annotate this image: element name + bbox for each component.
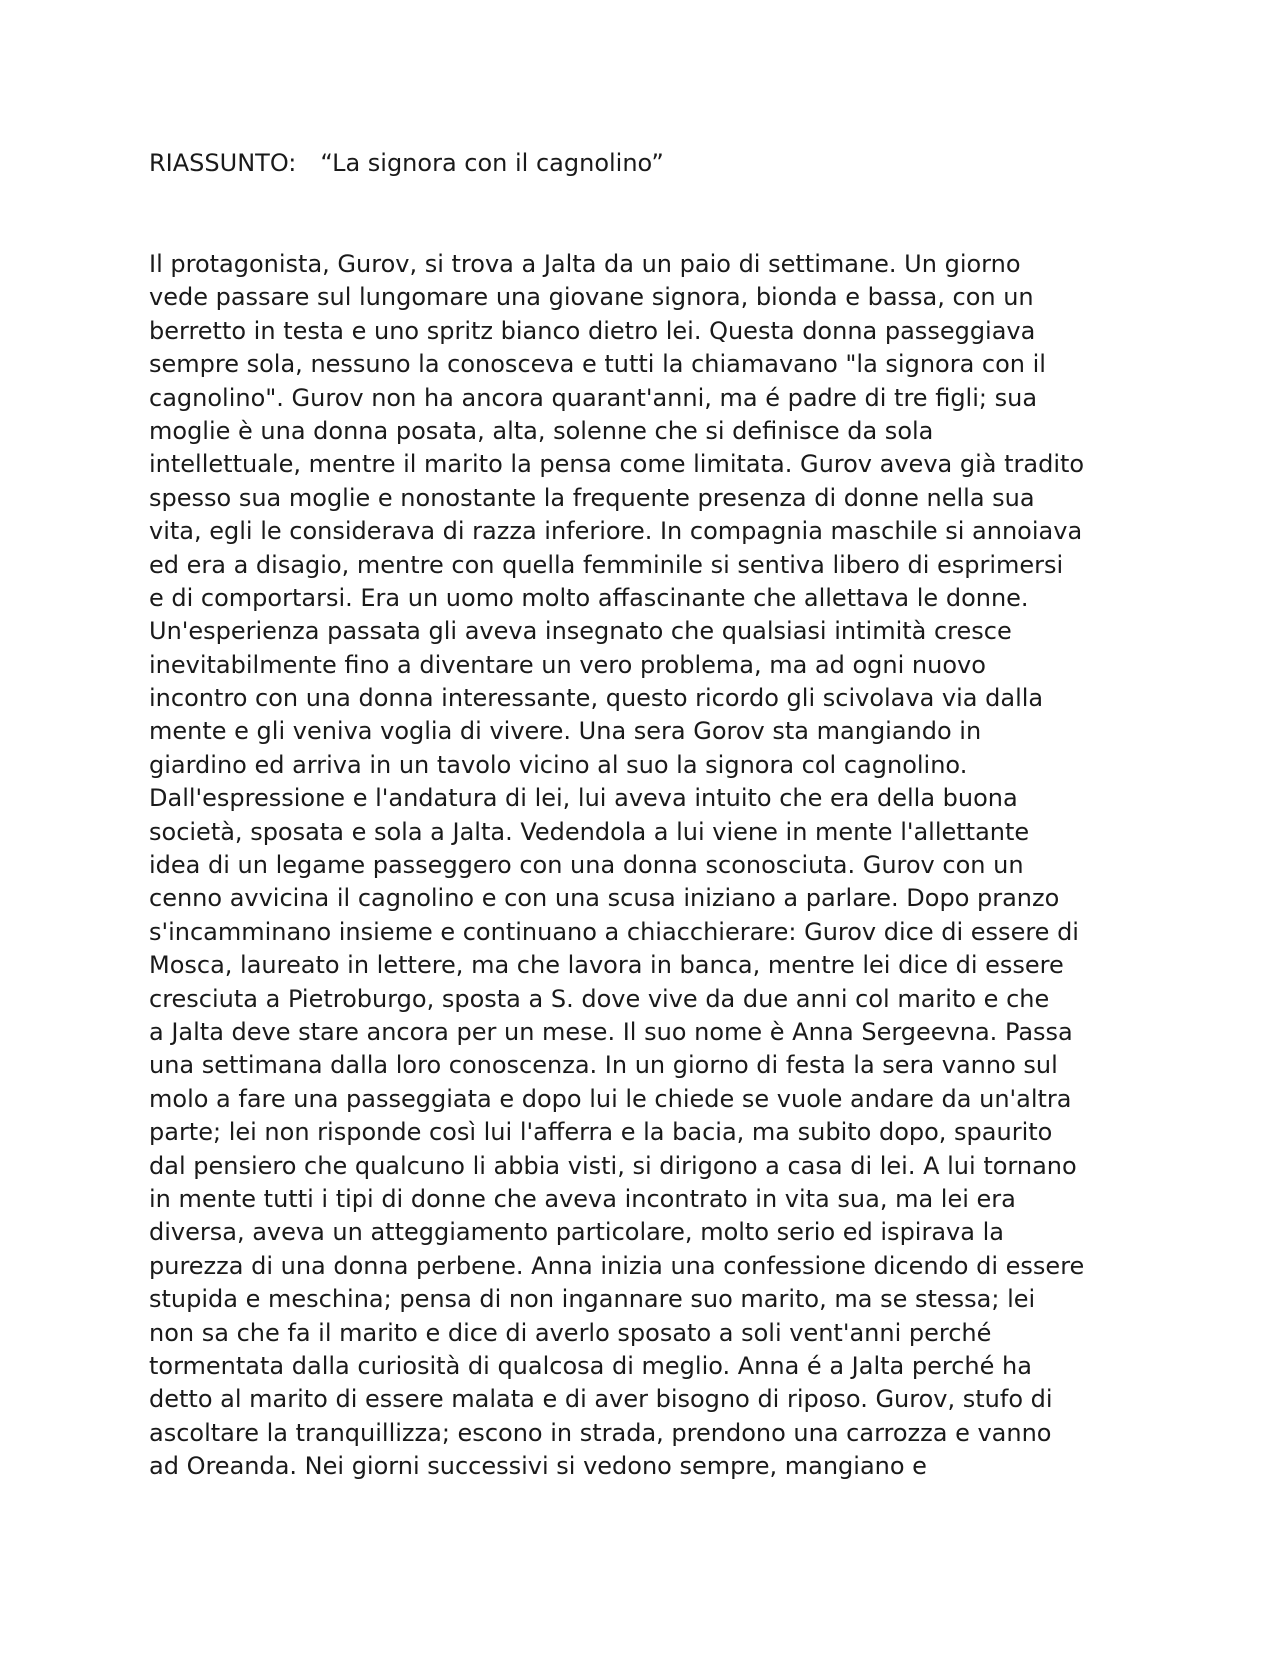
paragraph-line: idea di un legame passeggero con una donna sconosciuta. Gurov con un [149, 851, 1024, 880]
paragraph-line: cenno avvicina il cagnolino e con una scusa iniziano a parlare. Dopo pranzo [149, 884, 1060, 913]
paragraph-line: incontro con una donna interessante, questo ricordo gli scivolava via dalla [149, 684, 1044, 713]
paragraph-line: molo a fare una passeggiata e dopo lui le chiede se vuole andare da un'altra [149, 1084, 1072, 1113]
paragraph-line: giardino ed arriva in un tavolo vicino al suo la signora col cagnolino. [149, 750, 968, 779]
paragraph-line: cresciuta a Pietroburgo, sposta a S. dove vive da due anni col marito e che [149, 984, 1050, 1013]
paragraph-line: ad Oreanda. Nei giorni successivi si vedono sempre, mangiano e [149, 1452, 927, 1481]
paragraph-line: diversa, aveva un atteggiamento particolare, molto serio ed ispirava la [149, 1218, 1004, 1247]
paragraph-line: s'incamminano insieme e continuano a chiacchierare: Gurov dice di essere di [149, 917, 1079, 946]
paragraph-line: Mosca, laureato in lettere, ma che lavora in banca, mentre lei dice di essere [149, 951, 1064, 980]
paragraph-line: società, sposata e sola a Jalta. Vedendola a lui viene in mente l'allettante [149, 817, 1030, 846]
paragraph-line: a Jalta deve stare ancora per un mese. Il suo nome è Anna Sergeevna. Passa [149, 1017, 1073, 1046]
paragraph-line: cagnolino". Gurov non ha ancora quarant'anni, ma é padre di tre figli; sua [149, 383, 1038, 412]
paragraph-line: purezza di una donna perbene. Anna inizia una confessione dicendo di essere [149, 1251, 1085, 1280]
paragraph-line: inevitabilmente fino a diventare un vero problema, ma ad ogni nuovo [149, 650, 986, 679]
paragraph-line: parte; lei non risponde così lui l'afferra e la bacia, ma subito dopo, spaurito [149, 1118, 1053, 1147]
paragraph-line: ascoltare la tranquillizza; escono in strada, prendono una carrozza e vanno [149, 1418, 1052, 1447]
paragraph-line: non sa che fa il marito e dice di averlo sposato a soli vent'anni perché [149, 1318, 992, 1347]
paragraph-line: e di comportarsi. Era un uomo molto affascinante che allettava le donne. [149, 583, 1029, 612]
paragraph-line: in mente tutti i tipi di donne che aveva incontrato in vita sua, ma lei era [149, 1184, 1016, 1213]
paragraph-line: mente e gli veniva voglia di vivere. Una sera Gorov sta mangiando in [149, 717, 982, 746]
heading-title: “La signora con il cagnolino” [320, 149, 664, 177]
paragraph-line: Un'esperienza passata gli aveva insegnato che qualsiasi intimità cresce [149, 617, 1012, 646]
paragraph-line: berretto in testa e uno spritz bianco dietro lei. Questa donna passeggiava [149, 316, 1036, 345]
paragraph-line: vede passare sul lungomare una giovane signora, bionda e bassa, con un [149, 283, 1034, 312]
paragraph-line: Dall'espressione e l'andatura di lei, lui aveva intuito che era della buona [149, 784, 1018, 813]
paragraph-line: vita, egli le considerava di razza inferiore. In compagnia maschile si annoiava [149, 517, 1083, 546]
paragraph-line: detto al marito di essere malata e di aver bisogno di riposo. Gurov, stufo di [149, 1385, 1053, 1414]
paragraph-line: dal pensiero che qualcuno li abbia visti, si dirigono a casa di lei. A lui tornano [149, 1151, 1077, 1180]
paragraph-line: Il protagonista, Gurov, si trova a Jalta da un paio di settimane. Un giorno [149, 250, 1021, 278]
paragraph-line: ed era a disagio, mentre con quella femminile si sentiva libero di esprimersi [149, 550, 1064, 579]
paragraph-line: una settimana dalla loro conoscenza. In un giorno di festa la sera vanno sul [149, 1051, 1058, 1080]
paragraph-line: spesso sua moglie e nonostante la frequente presenza di donne nella sua [149, 483, 1035, 512]
document-heading [149, 146, 664, 180]
summary-paragraph [149, 248, 1149, 1483]
paragraph-line: moglie è una donna posata, alta, solenne che si definisce da sola [149, 416, 934, 445]
paragraph-line: sempre sola, nessuno la conosceva e tutti la chiamavano "la signora con il [149, 350, 1046, 379]
heading-label: RIASSUNTO: [149, 149, 297, 177]
paragraph-line: intellettuale, mentre il marito la pensa come limitata. Gurov aveva già tradito [149, 450, 1085, 479]
paragraph-line: tormentata dalla curiosità di qualcosa di meglio. Anna é a Jalta perché ha [149, 1351, 1032, 1380]
paragraph-line: stupida e meschina; pensa di non ingannare suo marito, ma se stessa; lei [149, 1285, 1036, 1314]
